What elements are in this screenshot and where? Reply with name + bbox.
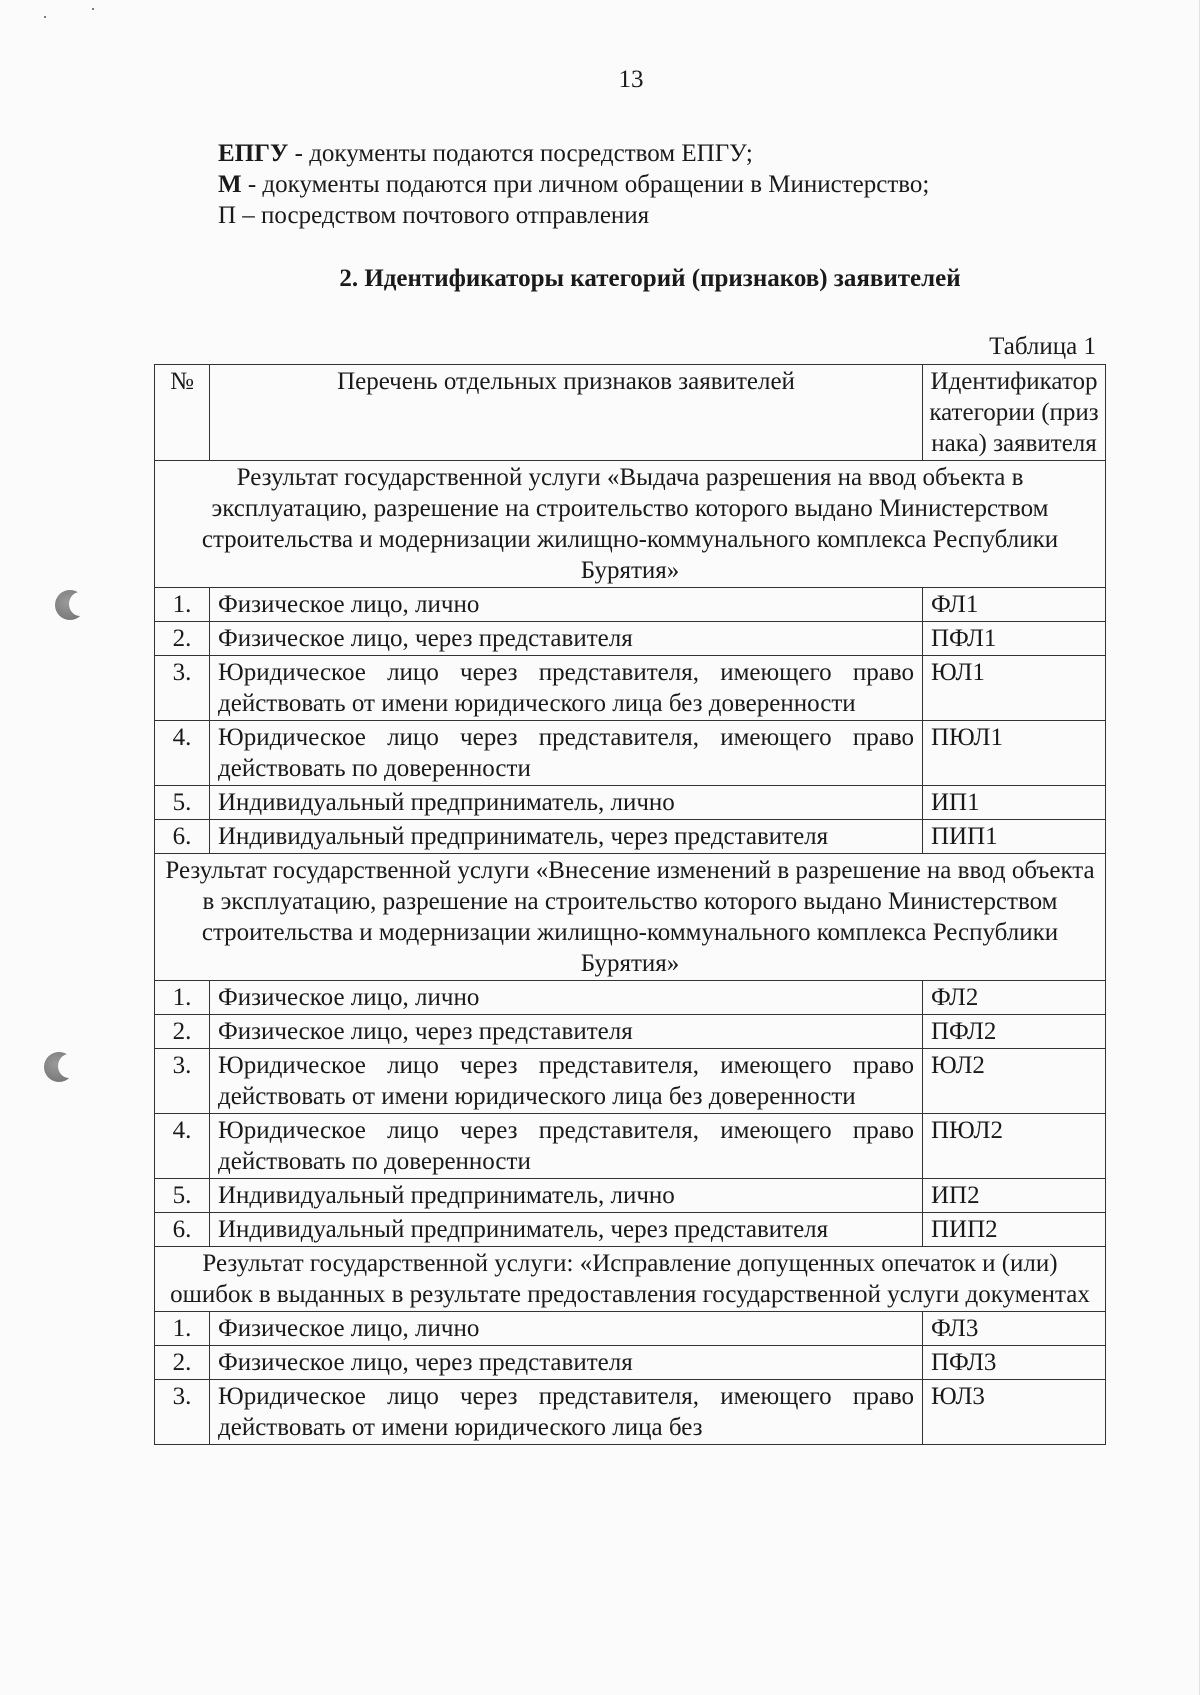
row-text: Физическое лицо, через представителя: [210, 1015, 923, 1049]
row-num: 2.: [155, 622, 210, 656]
row-text: Физическое лицо, через представителя: [210, 1346, 923, 1380]
legend-text: - документы подаются посредством ЕПГУ;: [288, 140, 753, 167]
row-text: Юридическое лицо через представителя, имеющего право действовать по доверенности: [210, 721, 923, 786]
table-row: [155, 721, 1106, 786]
row-num: 1.: [155, 981, 210, 1015]
legend: [218, 138, 929, 231]
table-row: [155, 1049, 1106, 1114]
section-title: 2. Идентификаторы категорий (признаков) заявителей: [339, 265, 961, 292]
row-num: 4.: [155, 721, 210, 786]
row-num: 5.: [155, 786, 210, 820]
row-num: 4.: [155, 1114, 210, 1179]
header-num: №: [155, 365, 210, 461]
row-text: Юридическое лицо через представителя, имеющего право действовать от имени юридического лица без доверенности: [210, 1049, 923, 1114]
row-text: Индивидуальный предприниматель, через представителя: [210, 820, 923, 854]
row-id: ЮЛ2: [923, 1049, 1106, 1114]
row-id: ЮЛ1: [923, 656, 1106, 721]
row-num: 6.: [155, 1213, 210, 1247]
legend-line-post: [218, 200, 929, 231]
scan-speck: [44, 16, 46, 18]
row-text: Индивидуальный предприниматель, через представителя: [210, 1213, 923, 1247]
row-num: 2.: [155, 1346, 210, 1380]
row-id: ИП1: [923, 786, 1106, 820]
row-id: ФЛ1: [923, 588, 1106, 622]
table-row: [155, 981, 1106, 1015]
row-num: 3.: [155, 656, 210, 721]
scan-speck: [92, 8, 94, 10]
table-row: [155, 1380, 1106, 1445]
row-text: Физическое лицо, лично: [210, 588, 923, 622]
row-id: ПФЛ1: [923, 622, 1106, 656]
row-num: 1.: [155, 1312, 210, 1346]
group-title-row: [155, 854, 1106, 981]
row-num: 1.: [155, 588, 210, 622]
row-id: ЮЛ3: [923, 1380, 1106, 1445]
row-id: ФЛ2: [923, 981, 1106, 1015]
row-text: Юридическое лицо через представителя, имеющего право действовать по доверенности: [210, 1114, 923, 1179]
group-title-row: [155, 1247, 1106, 1312]
table-row: [155, 1213, 1106, 1247]
legend-line-ministry: [218, 169, 929, 200]
table-row: [155, 622, 1106, 656]
table-row: [155, 1312, 1106, 1346]
table-row: [155, 588, 1106, 622]
row-num: 6.: [155, 820, 210, 854]
table-row: [155, 1179, 1106, 1213]
row-id: ПФЛ3: [923, 1346, 1106, 1380]
page-number: 13: [618, 66, 644, 93]
table-row: [155, 1346, 1106, 1380]
table-row: [155, 656, 1106, 721]
row-text: Физическое лицо, лично: [210, 1312, 923, 1346]
row-text: Физическое лицо, лично: [210, 981, 923, 1015]
legend-text: П – посредством почтового отправления: [218, 202, 650, 229]
punch-hole: [55, 590, 85, 620]
group-title: Результат государственной услуги «Внесение изменений в разрешение на ввод объекта в эксплуатацию, разрешение на строительство которого выдано Министерством строительства и модернизации жилищно-коммунального комплекса Республики Бурятия»: [155, 854, 1106, 981]
table-row: [155, 820, 1106, 854]
legend-line-epgu: [218, 138, 929, 169]
table-caption: Таблица 1: [989, 333, 1096, 360]
table-header-row: [155, 365, 1106, 461]
row-id: ПЮЛ2: [923, 1114, 1106, 1179]
punch-hole: [44, 1052, 74, 1082]
table-row: [155, 1114, 1106, 1179]
row-id: ПИП2: [923, 1213, 1106, 1247]
row-text: Юридическое лицо через представителя, имеющего право действовать от имени юридического лица без: [210, 1380, 923, 1445]
row-text: Индивидуальный предприниматель, лично: [210, 786, 923, 820]
row-num: 2.: [155, 1015, 210, 1049]
group-title-row: [155, 461, 1106, 588]
legend-key: ЕПГУ: [218, 140, 289, 167]
legend-key: М: [218, 171, 242, 198]
row-text: Юридическое лицо через представителя, имеющего право действовать от имени юридического лица без доверенности: [210, 656, 923, 721]
header-text: Перечень отдельных признаков заявителей: [210, 365, 923, 461]
header-id: Идентификатор категории (признака) заявителя: [923, 365, 1106, 461]
row-num: 3.: [155, 1380, 210, 1445]
group-title: Результат государственной услуги «Выдача разрешения на ввод объекта в эксплуатацию, разрешение на строительство которого выдано Министерством строительства и модернизации жилищно-коммунального комплекса Республики Бурятия»: [155, 461, 1106, 588]
legend-text: - документы подаются при личном обращении в Министерство;: [241, 171, 930, 198]
row-id: ПЮЛ1: [923, 721, 1106, 786]
table-row: [155, 786, 1106, 820]
row-id: ИП2: [923, 1179, 1106, 1213]
row-id: ПФЛ2: [923, 1015, 1106, 1049]
row-id: ПИП1: [923, 820, 1106, 854]
row-text: Индивидуальный предприниматель, лично: [210, 1179, 923, 1213]
group-title: Результат государственной услуги: «Исправление допущенных опечаток и (или) ошибок в выданных в результате предоставления государственной услуги документах: [155, 1247, 1106, 1312]
row-id: ФЛ3: [923, 1312, 1106, 1346]
row-num: 3.: [155, 1049, 210, 1114]
table-row: [155, 1015, 1106, 1049]
row-num: 5.: [155, 1179, 210, 1213]
applicant-categories-table: [154, 364, 1106, 1445]
row-text: Физическое лицо, через представителя: [210, 622, 923, 656]
